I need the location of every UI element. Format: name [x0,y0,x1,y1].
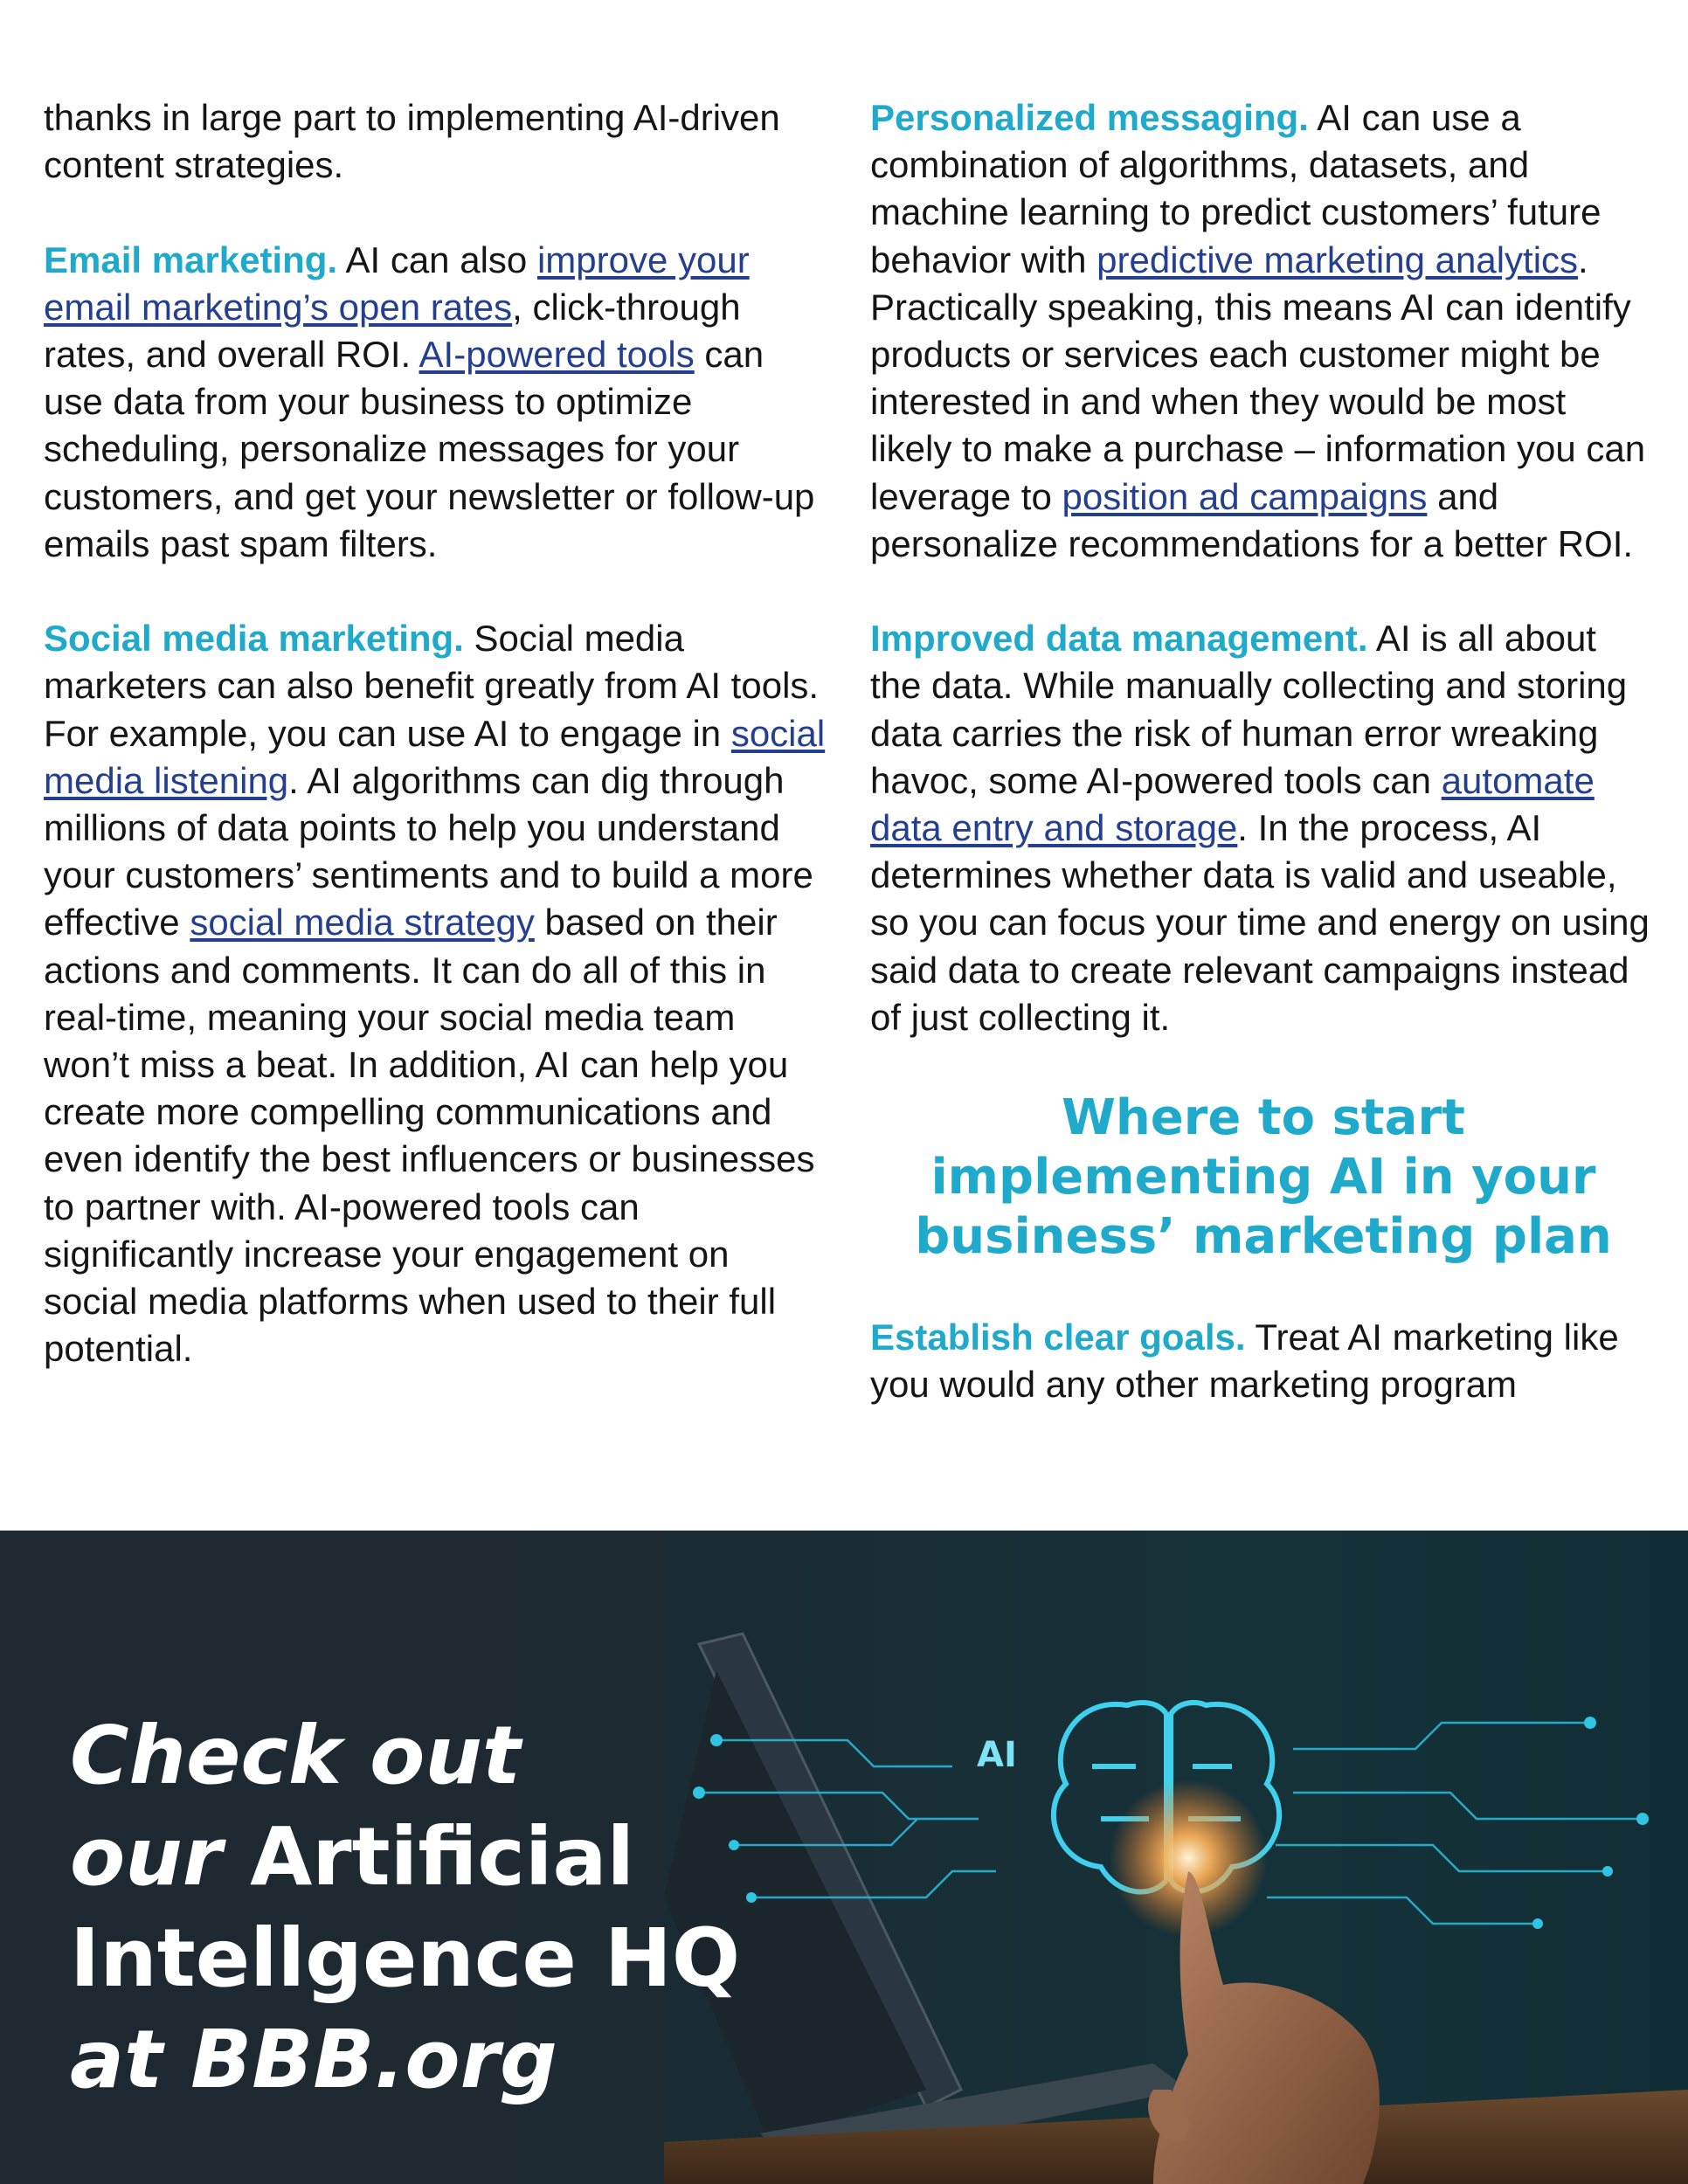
automate-data-entry-link[interactable]: automate data entry and storage [870,759,1595,849]
email-open-rates-link[interactable]: improve your email marketing’s open rates [44,238,750,328]
social-media-paragraph: Social media marketing. Social media marketers can also benefit greatly from AI tools. For example, you can use AI to engage in social media listening. AI algorithms can dig through millions of data points to help you understand your customers’ sentiments and to build a more effective social media strategy based on their actions and comments. It can do all of this in real-time, meaning your social media team won’t miss a beat. In addition, AI can help you create more compelling communications and even identify the best influencers or businesses to partner with. AI-powered tools can significantly increase your engagement on social media platforms when used to their full potential. [44,618,826,1370]
email-marketing-paragraph: Email marketing. AI can also improve your email marketing’s open rates, click-through rates, and overall ROI. AI-powered tools can use data from your business to optimize scheduling, personalize messages for your customers, and get your newsletter or follow-up emails past spam filters. [44,238,815,564]
intro-paragraph: thanks in large part to implementing AI-driven content strategies. [44,97,780,186]
clear-goals-heading: Establish clear goals. [870,1317,1246,1358]
left-column [44,94,830,1372]
section-heading: Where to start implementing AI in your business’ marketing plan [915,1089,1612,1266]
personalized-messaging-paragraph: Personalized messaging. AI can use a combination of algorithms, datasets, and machine learning to predict customers’ future behavior with predictive marketing analytics. Practically speaking, this means AI can identify products or services each customer might be interested in and when they would be most likely to make a purchase – information you can leverage to position ad campaigns and personalize recommendations for a better ROI. [870,97,1646,564]
data-management-heading: Improved data management. [870,618,1368,660]
data-management-paragraph: Improved data management. AI is all about the data. While manually collecting and storing data carries the risk of human error wreaking havoc, some AI-powered tools can automate data entry and storage. In the process, AI determines whether data is valid and useable, so you can focus your time and energy on using said data to create relevant campaigns instead of just collecting it. [870,618,1650,1038]
email-marketing-heading: Email marketing. [44,238,338,280]
predictive-analytics-link[interactable]: predictive marketing analytics [1097,238,1579,280]
cta-text[interactable]: Check out our Artificial Intellgence HQ at BBB.org [70,1709,741,2106]
personalized-messaging-heading: Personalized messaging. [870,97,1309,138]
ai-label: AI [977,1735,1017,1775]
position-ad-campaigns-link[interactable]: position ad campaigns [1062,475,1428,517]
social-media-listening-link[interactable]: social media listening [44,712,826,801]
clear-goals-paragraph: Establish clear goals. Treat AI marketing like you would any other marketing program [870,1317,1619,1406]
right-column [870,94,1657,1409]
social-media-strategy-link[interactable]: social media strategy [190,902,535,943]
ai-powered-tools-link[interactable]: AI-powered tools [419,334,695,375]
social-media-heading: Social media marketing. [44,618,464,660]
promo-banner[interactable] [0,1531,1688,2184]
